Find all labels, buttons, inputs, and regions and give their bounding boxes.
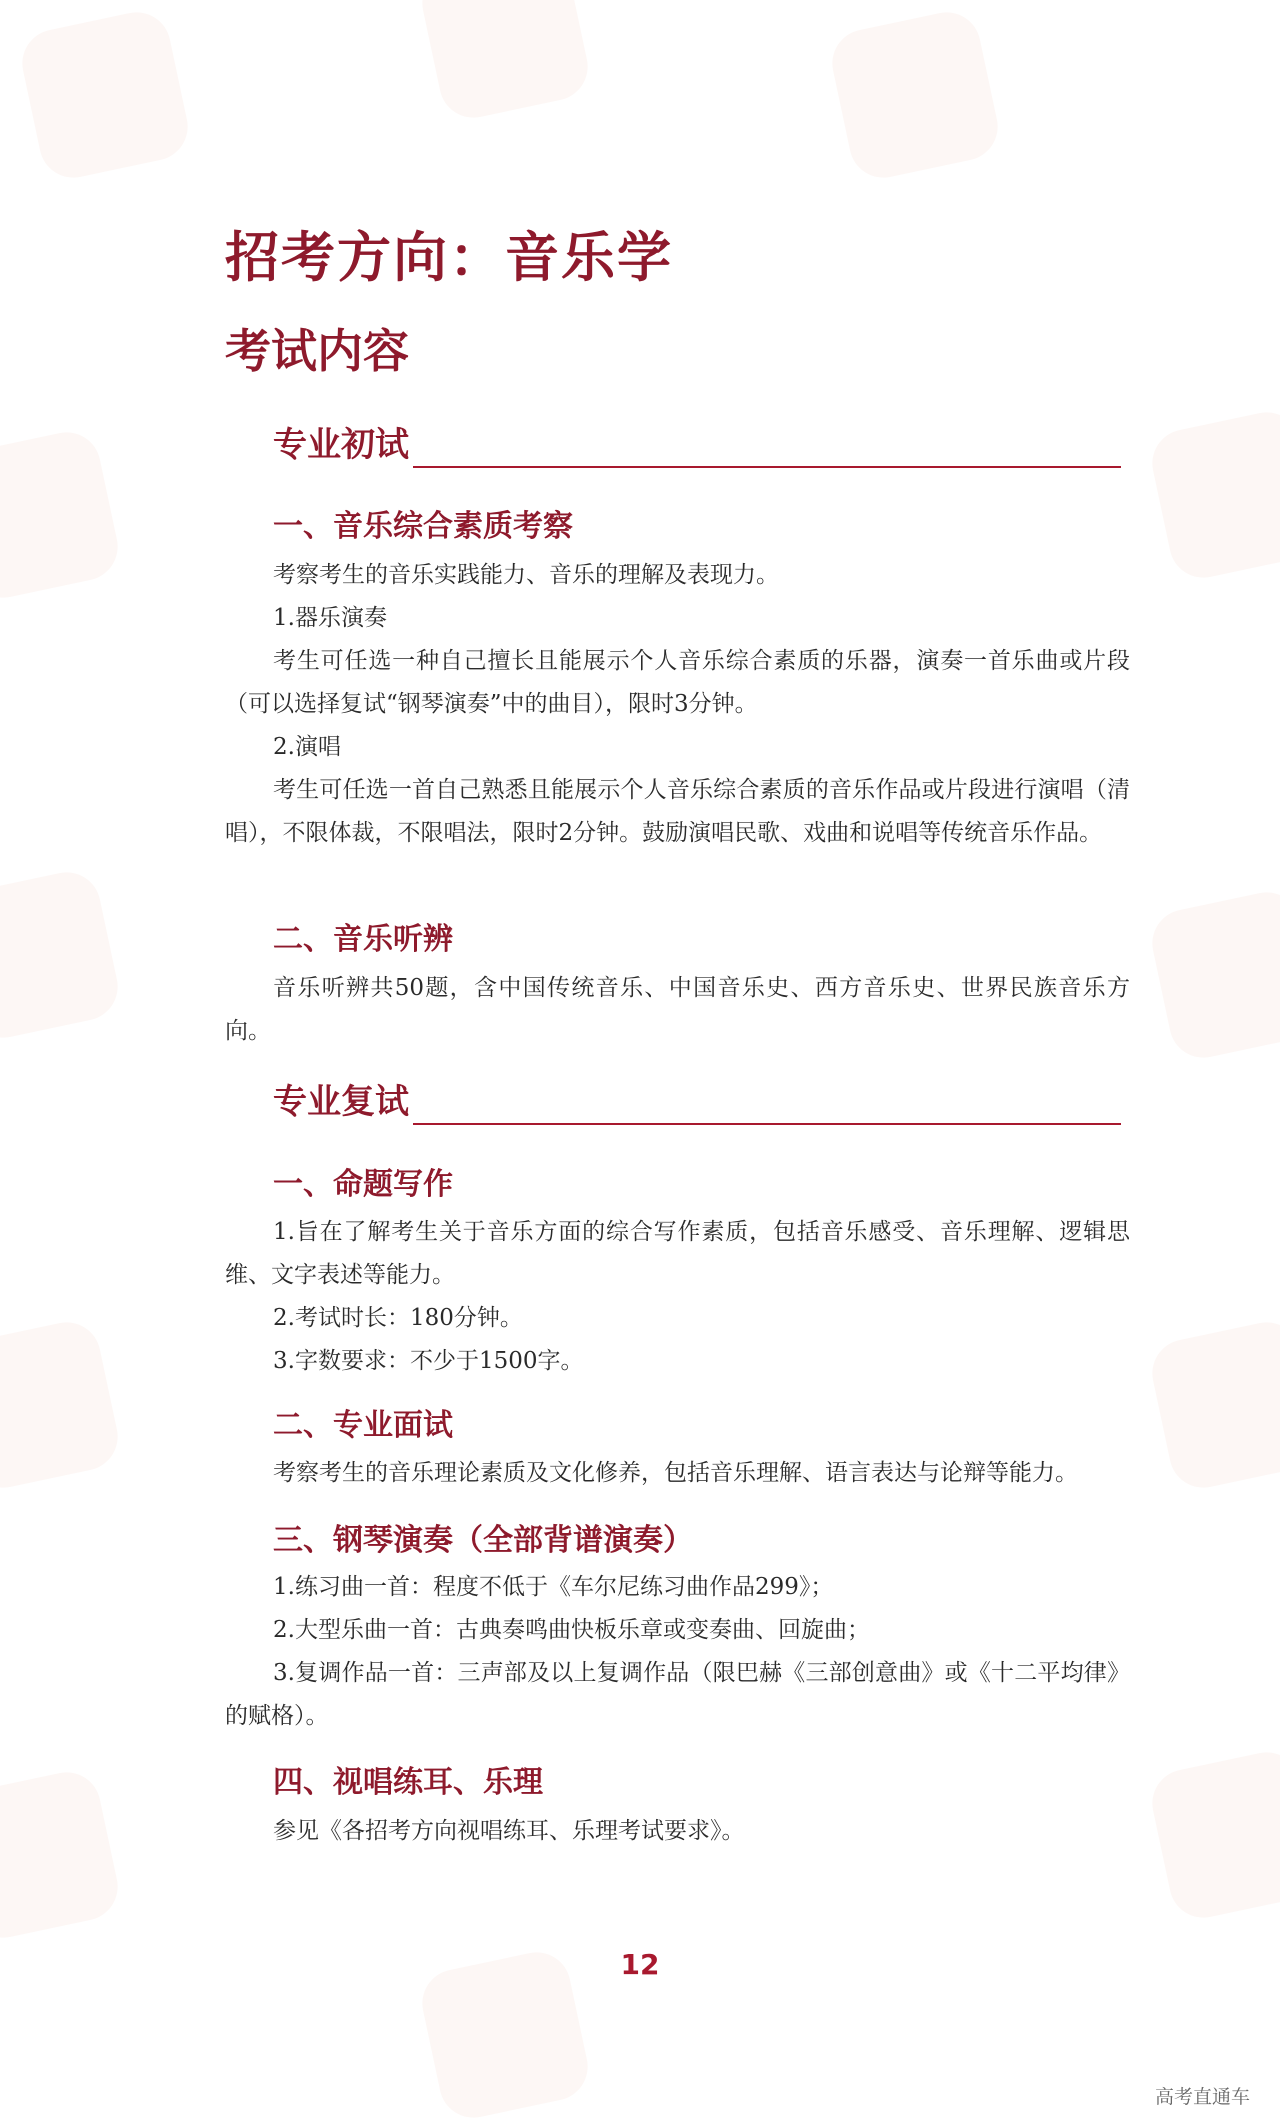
page-number: 12	[620, 1948, 660, 1981]
body-paragraph: 参见《各招考方向视唱练耳、乐理考试要求》。	[273, 1818, 745, 1844]
body-paragraph: 2.演唱	[273, 734, 341, 760]
watermark-tile	[0, 866, 124, 1044]
page-subtitle: 考试内容	[225, 324, 409, 378]
watermark-tile	[1146, 406, 1280, 584]
watermark-tile	[416, 0, 594, 124]
section-heading-rule	[413, 1123, 1121, 1125]
body-paragraph: 1.器乐演奏	[273, 605, 387, 631]
watermark-tile	[0, 426, 124, 604]
section-heading-label: 专业初试	[273, 425, 409, 465]
watermark-tile	[0, 1316, 124, 1494]
watermark-tile	[1146, 1746, 1280, 1924]
section-heading-rule	[413, 466, 1121, 468]
watermark-tile	[1146, 1316, 1280, 1494]
body-paragraph: 考生可任选一种自己擅长且能展示个人音乐综合素质的乐器，演奏一首乐曲或片段（可以选择复试“钢琴演奏”中的曲目），限时3分钟。	[225, 648, 1130, 717]
subsection-heading: 二、专业面试	[273, 1408, 453, 1443]
section-heading-preliminary	[273, 425, 1121, 465]
body-paragraph: 考察考生的音乐理论素质及文化修养，包括音乐理解、语言表达与论辩等能力。	[273, 1460, 1078, 1486]
watermark-tile	[826, 6, 1004, 184]
watermark-tile	[0, 1766, 124, 1944]
body-paragraph: 1.练习曲一首：程度不低于《车尔尼练习曲作品299》；	[273, 1574, 834, 1600]
body-paragraph: 3.字数要求：不少于1500字。	[273, 1348, 584, 1374]
watermark-tile	[1146, 886, 1280, 1064]
body-paragraph: 2.考试时长：180分钟。	[273, 1305, 523, 1331]
section-heading-label: 专业复试	[273, 1082, 409, 1122]
subsection-heading: 一、命题写作	[273, 1167, 453, 1202]
body-paragraph: 3.复调作品一首：三声部及以上复调作品（限巴赫《三部创意曲》或《十二平均律》的赋格）。	[225, 1660, 1130, 1729]
body-paragraph: 考生可任选一首自己熟悉且能展示个人音乐综合素质的音乐作品或片段进行演唱（清唱），不限体裁，不限唱法，限时2分钟。鼓励演唱民歌、戏曲和说唱等传统音乐作品。	[225, 777, 1130, 846]
subsection-heading: 一、音乐综合素质考察	[273, 509, 573, 544]
body-paragraph: 1.旨在了解考生关于音乐方面的综合写作素质，包括音乐感受、音乐理解、逻辑思维、文字表述等能力。	[225, 1219, 1130, 1288]
watermark-tile	[16, 6, 194, 184]
subsection-heading: 四、视唱练耳、乐理	[273, 1765, 543, 1800]
page-title: 招考方向：音乐学	[225, 226, 673, 289]
section-heading-final	[273, 1082, 1121, 1122]
source-watermark-text: 高考直通车	[1154, 2086, 1250, 2108]
subsection-heading: 二、音乐听辨	[273, 922, 453, 957]
body-paragraph: 音乐听辨共50题，含中国传统音乐、中国音乐史、西方音乐史、世界民族音乐方向。	[225, 975, 1130, 1044]
body-paragraph: 考察考生的音乐实践能力、音乐的理解及表现力。	[273, 562, 779, 588]
body-paragraph: 2.大型乐曲一首：古典奏鸣曲快板乐章或变奏曲、回旋曲；	[273, 1617, 870, 1643]
subsection-heading: 三、钢琴演奏（全部背谱演奏）	[273, 1523, 693, 1558]
